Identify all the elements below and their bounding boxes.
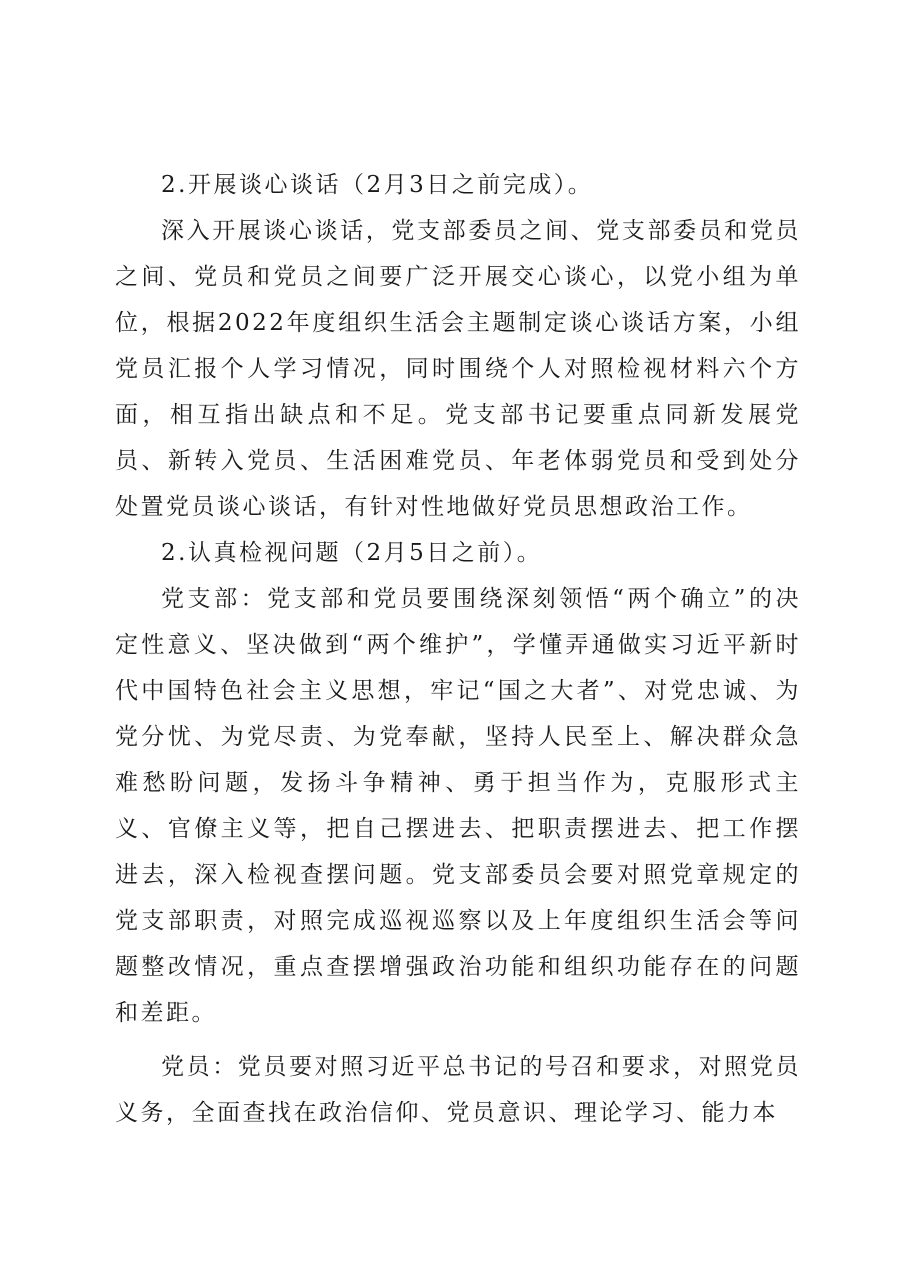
heading-review: 2.认真检视问题（2月5日之前）。 [161, 540, 543, 566]
paragraph-members: 党员：党员要对照习近平总书记的号召和要求，对照党员义务，全面查找在政治信仰、党员意识、理论学习、能力本 [115, 1054, 801, 1126]
document-body [115, 162, 801, 1136]
heading-talks: 2.开展谈心谈话（2月3日之前完成）。 [161, 172, 594, 198]
paragraph-talks: 深入开展谈心谈话，党支部委员之间、党支部委员和党员之间、党员和党员之间要广泛开展交心谈心，以党小组为单位，根据2022年度组织生活会主题制定谈心谈话方案，小组党员汇报个人学习情况，同时围绕个人对照检视材料六个方面，相互指出缺点和不足。党支部书记要重点同新发展党员、新转入党员、生活困难党员、年老体弱党员和受到处分处置党员谈心谈话，有针对性地做好党员思想政治工作。 [115, 218, 801, 520]
paragraph-branch: 党支部：党支部和党员要围绕深刻领悟“两个确立”的决定性意义、坚决做到“两个维护”，学懂弄通做实习近平新时代中国特色社会主义思想，牢记“国之大者”、对党忠诚、为党分忧、为党尽责、为党奉献，坚持人民至上、解决群众急难愁盼问题，发扬斗争精神、勇于担当作为，克服形式主义、官僚主义等，把自己摆进去、把职责摆进去、把工作摆进去，深入检视查摆问题。党支部委员会要对照党章规定的党支部职责，对照完成巡视巡察以及上年度组织生活会等问题整改情况，重点查摆增强政治功能和组织功能存在的问题和差距。 [115, 586, 801, 1026]
